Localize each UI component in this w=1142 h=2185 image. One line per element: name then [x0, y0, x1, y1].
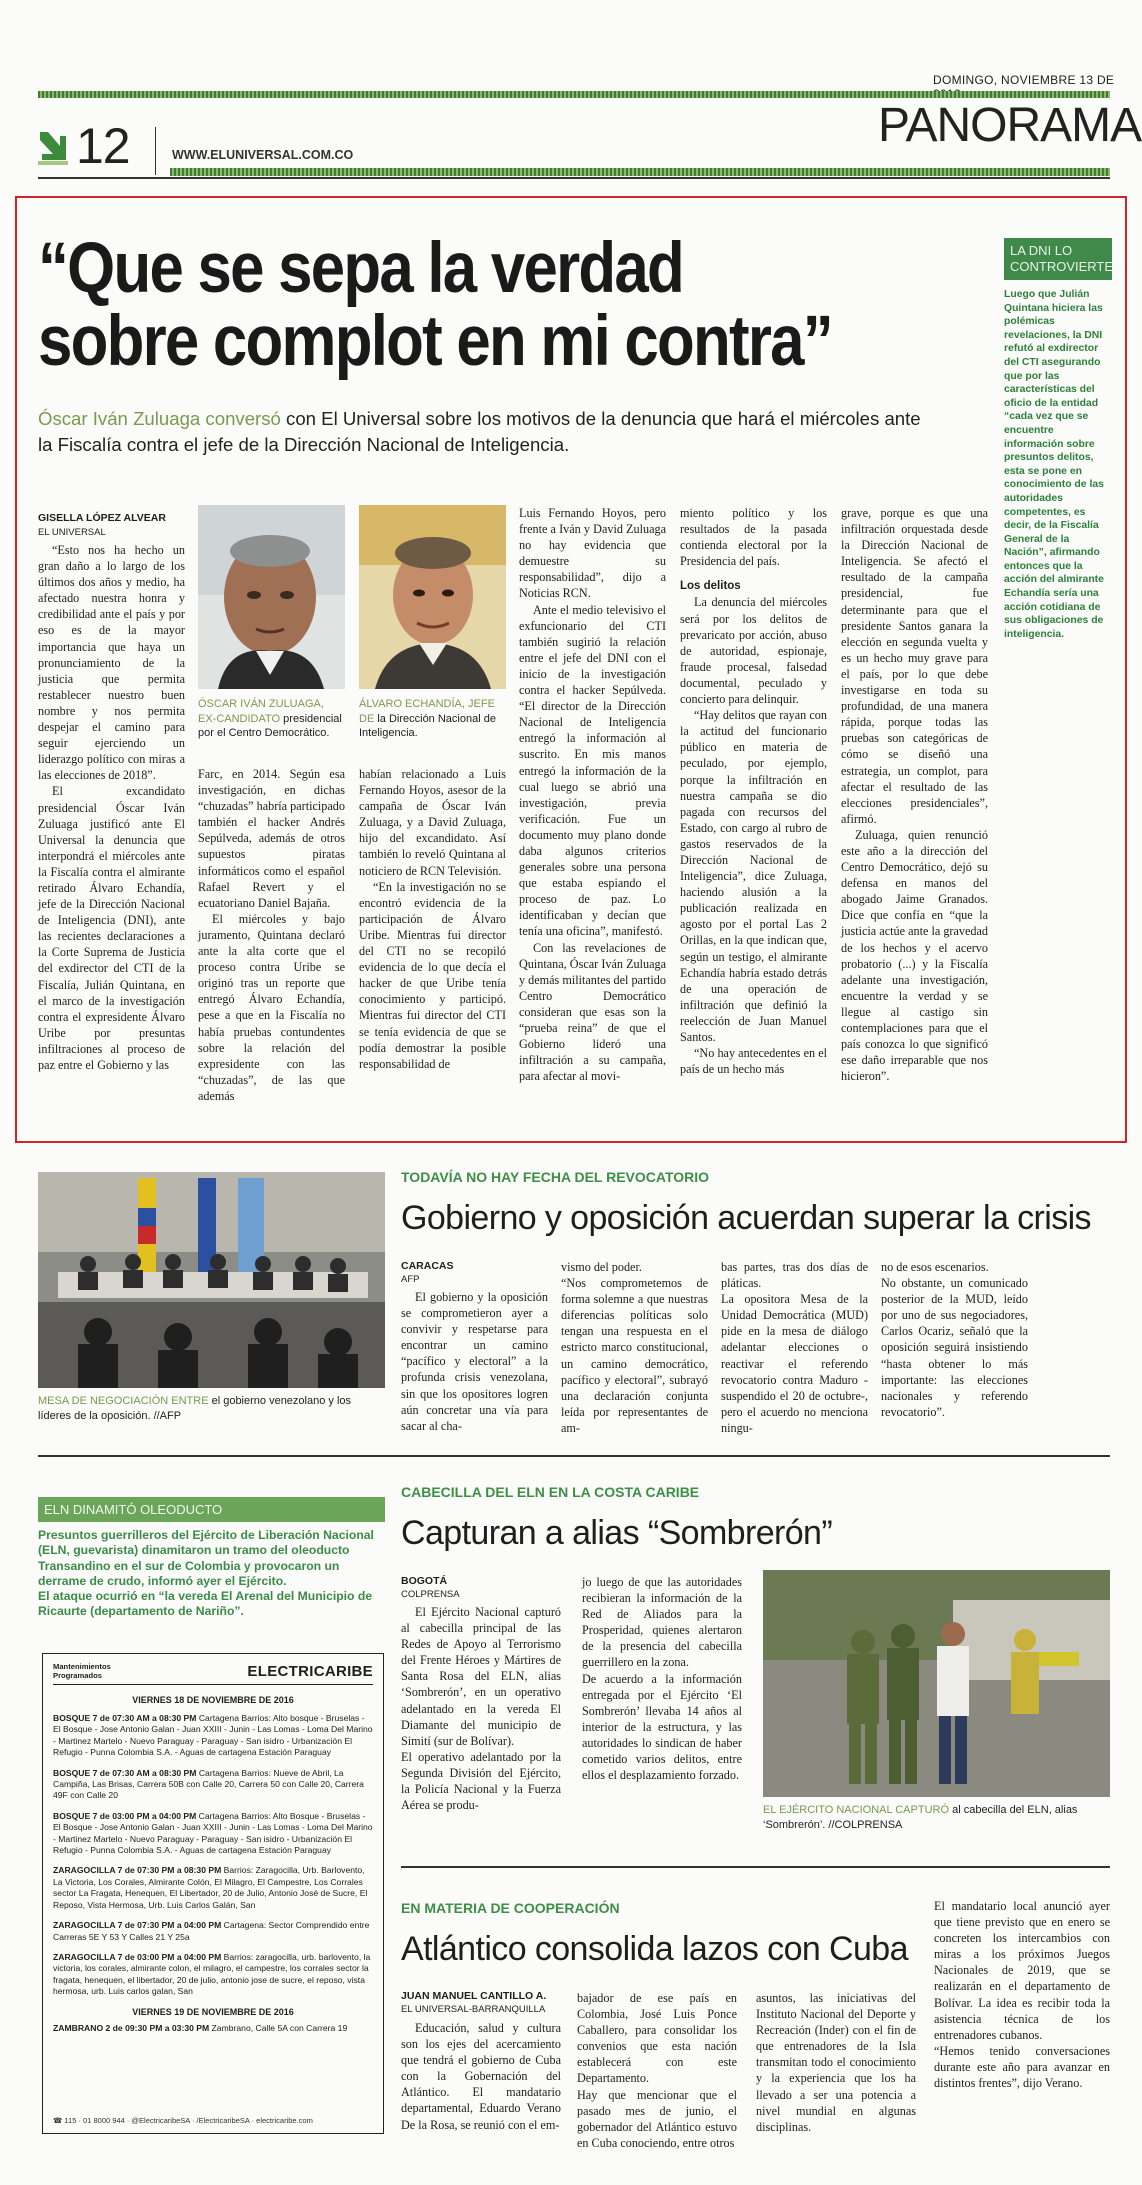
ad-schedule-text: Cartagena Barrios: Alto bosque - Bruselas - El Bosque - Jose Antonio Galan - Juan XXIII - Junin - Las Lomas - Loma Del Marino - Martinez Martelo - Nuevo Paraguay - Paraguay - San isidro - Urbanización El Refugio - Punna Colombia S.A. - Aguas de cartagena Estación Paraguay [53, 1713, 373, 1758]
ad-schedule-item [53, 2023, 373, 2034]
ad-brand: ELECTRICARIBE [247, 1663, 373, 1680]
issue-date: DOMINGO, NOVIEMBRE 13 DE [933, 73, 1115, 87]
header-rule [38, 177, 1110, 179]
main-column-4 [519, 505, 666, 1084]
subhead-delitos: Los delitos [680, 580, 741, 593]
deck-text: con El Universal sobre los motivos de la denuncia que hará el miércoles ante la Fiscalía contra el jefe de la Dirección Nacional de Inteligencia. [38, 408, 921, 455]
ad-schedule-item [53, 1768, 373, 1802]
paragraph: asuntos, las iniciativas del Instituto Nacional del Deporte y Recreación (Inder) con el fin de que entrenadores de la Isla transmitan todo el conocimiento y la experiencia que los ha llevado a ser una potencia a nivel mundial en algunas disciplinas. [756, 1991, 916, 2134]
ad-schedule-heading: BOSQUE 7 de 07:30 AM a 08:30 PM [53, 1713, 197, 1723]
story2-kicker: TODAVÍA NO HAY FECHA DEL REVOCATORIO [401, 1169, 710, 1185]
main-headline [38, 229, 832, 381]
story2-headline: Gobierno y oposición acuerdan superar la crisis [401, 1199, 1091, 1237]
ad-schedule-item [53, 1865, 373, 1911]
paragraph: El miércoles y bajo juramento, Quintana declaró ante la alta corte que el proceso contra Uribe se originó tras un reporte que entregó Álvaro Echandía, pese a que en la Fiscalía no había pruebas contundentes sobre la relación del expresidente con las “chuzadas”, de las que además [198, 911, 345, 1103]
caption-label: EL EJÉRCITO NACIONAL CAPTURÓ [763, 1804, 950, 1816]
ad-schedule-text: Cartagena Barrios: Nueve de Abril, La Campiña, Las Brisas, Carrera 50B con Calle 20, Carrera 50 con Calle 20, Carrera 49F con Calle 20 [53, 1767, 364, 1801]
paragraph: jo luego de que las autoridades recibieran la información de la Red de Aliados para la Prosperidad, quienes alertaron de la presencia del cabecilla guerrillero en la zona. De acuerdo a la información entregada por el Ejército ‘El Sombrerón’ llevaba 14 años al interior de la estructura, y las autoridades lo sindican de haber cometido varios delitos, entre ellos el desplazamiento forzado. [582, 1575, 742, 1783]
ad-tag [53, 1662, 111, 1680]
headline-line-1: “Que se sepa la verdad [38, 229, 683, 308]
page-number: 12 [76, 118, 130, 174]
paragraph: “Hay delitos que rayan con la actitud del funcionario público en materia de peculado, por ejemplo, porque la infiltración en nuestra campaña se dio pagada con recursos del Estado, con cargo al rubro de gastos reservados de la Dirección Nacional de Inteligencia”, dice Zuluaga, haciendo alusión a la publicación realizada en agosto por el portal Las 2 Orillas, en la que indican que, según un testigo, el almirante Echandía habría estado detrás de una operación de infiltración que definió la reelección de Juan Manuel Santos. [680, 708, 827, 1044]
story4-outlet: EL UNIVERSAL-BARRANQUILLA [401, 2004, 546, 2015]
header-band-bottom [170, 168, 1110, 176]
echandia-photo [359, 505, 506, 689]
paragraph: Educación, salud y cultura son los ejes del acercamiento que tendrá el gobierno de Cuba con la Gobernación del Atlántico. El mandatario departamental, Eduardo Verano De la Rosa, se reunió con el em- [401, 2021, 561, 2132]
paragraph: habían relacionado a Luis Fernando Hoyos, asesor de la campaña de Óscar Iván Zuluaga, y a David Zuluaga, hijo del excandidato. Así también lo reveló Quintana al noticiero de RCN Televisión. [359, 767, 506, 878]
paragraph: Luis Fernando Hoyos, pero frente a Iván y David Zuluaga no hay evidencia que demuestre su responsabilidad”, dijo a Noticias RCN. [519, 506, 666, 601]
brief-paragraph: Presuntos guerrilleros del Ejército de Liberación Nacional (ELN, guevarista) dinamitaron un tramo del oleoducto Transandino en el sur de Colombia y provocaron un derrame de crudo, informó ayer el Ejército. [38, 1528, 374, 1588]
author-outlet: EL UNIVERSAL [38, 527, 106, 538]
ad-schedule-item [53, 1811, 373, 1857]
electricaribe-ad [42, 1653, 384, 2134]
caption-text: la Dirección Nacional de Inteligencia. [359, 712, 496, 739]
header-band-top [38, 91, 1110, 98]
story4-column-2 [577, 1990, 737, 2151]
sidebar-text: Luego que Julián Quintana hiciera las polémicas revelaciones, la DNI refutó al exdirector del CTI asegurando que por las características del oficio de la entidad “cada vez que se encuentre información sobre presuntos delitos, esta se pone en conocimiento de las autoridades competentes, es decir, de la Fiscalía General de la Nación”, afirmando entonces que la acción del almirante Echandía sería una acción cotidiana de sus obligaciones de inteligencia. [1004, 289, 1104, 640]
story3-dateline: BOGOTÁ [401, 1575, 448, 1587]
paragraph: El gobierno y la oposición se comprometieron ayer a convivir y respetarse para encontrar un camino “pacífico y electoral” a la profunda crisis venezolana, sin que los opositores logren aún concretar una vía para sacar al cha- [401, 1290, 548, 1433]
echandia-caption [359, 697, 506, 741]
website-link[interactable]: WWW.ELUNIVERSAL.COM.CO [172, 148, 354, 162]
story4-author: JUAN MANUEL CANTILLO A. [401, 1990, 547, 2002]
story2-column-3 [721, 1259, 868, 1436]
ad-tag-line: Mantenimientos [53, 1662, 111, 1671]
ad-day-1: VIERNES 18 DE NOVIEMBRE DE 2016 [132, 1695, 294, 1705]
brief-text [38, 1528, 385, 1620]
paragraph: El Ejército Nacional capturó al cabecilla principal de las Redes de Apoyo al Terrorismo del Frente Héroes y Mártires de Santa Rosa del ELN, alias ‘Sombrerón’, en un operativo adelantado en la vereda El Diamante del municipio de Simití (sur de Bolívar). El operativo adelantado por la Segunda División del Ejército, la Policía Nacional y la Fuerza Aérea se produ- [401, 1605, 561, 1813]
main-column-3 [359, 766, 506, 1072]
story4-kicker: EN MATERIA DE COOPERACIÓN [401, 1900, 620, 1916]
ad-schedule-heading: BOSQUE 7 de 03:00 PM a 04:00 PM [53, 1810, 197, 1821]
caption-label: MESA DE NEGOCIACIÓN ENTRE [38, 1395, 209, 1407]
zuluaga-caption [198, 697, 345, 741]
paragraph: El excandidato presidencial Óscar Iván Zuluaga justificó ante El Universal la denuncia que interpondrá el miércoles ante la Fiscalía contra el almirante retirado Álvaro Echandía, jefe de la Dirección Nacional de Inteligencia (DNI), ante las recientes declaraciones a la Corte Suprema de Justicia del exdirector del CTI de la Fiscalía, Julián Quintana, en el marco de la investigación contra el expresidente Álvaro Uribe por presuntas infiltraciones al proceso de paz entre el Gobierno y las [38, 784, 185, 1072]
ad-schedule-heading: ZARAGOCILLA 7 de 03:00 PM a 04:00 PM [53, 1951, 222, 1962]
main-column-5 [680, 505, 827, 1077]
paragraph: Ante el medio televisivo el exfuncionario del CTI también sugirió la relación entre el jefe del DNI con el inicio de la investigación contra el hacker Sepúlveda. “El director de la Dirección Nacional de Inteligencia entregó la información al suscrito. En mis manos entregó la información de la cual luego se abrió una investigación, previa verificación. Fue un documento muy plano donde daba algunos criterios generales sobre una persona que estaba espiando el proceso de paz. Lo identificaban y decían que tenía una oficina”, manifestó. [519, 602, 666, 939]
deck-highlight: Óscar Iván Zuluaga conversó [38, 408, 281, 429]
ad-schedule-item [53, 1920, 373, 1943]
header-divider [155, 127, 156, 175]
story2-agency: AFP [401, 1274, 420, 1285]
ad-schedule-text: Barrios: Zaragocilla, Urb. Barlovento, La Victoria, Los Corales, Almirante Colón, El Milagro, El Campestre, Los Corrales sector La Fragata, Henequen, El Libertador, 20 de Julio, Antonio José de Sucre, El Reposo, Vista Hermosa, Urb. Luis Carlos Galán, San [53, 1865, 368, 1910]
paragraph: “No hay antecedentes en el país de un hecho más [680, 1046, 827, 1077]
ad-item-list [53, 1713, 373, 1998]
ad-schedule-item [53, 1713, 373, 1759]
story4-column-4 [934, 1898, 1110, 2091]
section-divider-2 [401, 1866, 1110, 1868]
story4-column-3 [756, 1990, 916, 2135]
caption-text: al cabecilla del ELN, alias ‘Sombrerón’. //COLPRENSA [763, 1804, 1078, 1831]
paragraph: El mandatario local anunció ayer que tiene previsto que en enero se concreten los intercambios con miras a los próximos Juegos Nacionales de 2019, que se realizarán en el departamento de Bolívar. La idea es recibir toda la asistencia técnica de los entrenadores cubanos. “Hemos tenido conversaciones durante este año para avanzar en distintos frentes”, dijo Verano. [934, 1899, 1110, 2091]
story4-headline: Atlántico consolida lazos con Cuba [401, 1930, 908, 1968]
story3-agency: COLPRENSA [401, 1589, 460, 1600]
main-column-2 [198, 766, 345, 1104]
story3-kicker: CABECILLA DEL ELN EN LA COSTA CARIBE [401, 1484, 700, 1500]
paragraph: grave, porque es que una infiltración orquestada desde la Dirección Nacional de Inteligencia. Se afectó el resultado de la campaña presidencial, fue determinante para que el presidente Santos ganara la elección en segunda vuelta y es un hecho muy grave para el país, por lo que debe investigarse en toda su profundidad, de una manera rápida, porque todas las pruebas son categóricas de cómo se diseñó una estrategia, un complot, para afectar el resultado de las elecciones presidenciales”, afirmó. [841, 506, 988, 826]
capture-photo [763, 1570, 1110, 1797]
main-deck [38, 406, 938, 458]
capture-caption [763, 1803, 1110, 1832]
headline-line-2: sobre complot en mi contra” [38, 302, 832, 381]
ad-schedule-item [53, 1952, 373, 1998]
paragraph: miento político y los resultados de la pasada contienda electoral por la Presidencia del país. [680, 506, 827, 569]
ad-schedule-heading: BOSQUE 7 de 07:30 AM a 08:30 PM [53, 1767, 197, 1778]
negotiation-caption [38, 1394, 385, 1423]
ad-schedule-text: Barrios: zaragocilla, urb. barlovento, la victoria, los corales, almirante colon, el milagro, el campestre, los corrales sector la fragata, henequen, el libertador, 20 de julio, antonio jose de sucre, el reposo, vista hermosa, urb. Luis carlos galan, San [53, 1951, 371, 1997]
sidebar-title: LA DNI LO CONTROVIERTE [1004, 238, 1112, 280]
paragraph: vismo del poder. “Nos comprometemos de forma solemne a que nuestras diferencias políticas solo tengan una respuesta en el estricto marco constitucional, un camino democrático, pacífico y electoral”, subrayó una declaración conjunta leída por representantes de am- [561, 1260, 708, 1435]
section-divider-1 [38, 1455, 1110, 1457]
main-column-6 [841, 505, 988, 1084]
paragraph: Con las revelaciones de Quintana, Óscar Iván Zuluaga y demás militantes del partido Centro Democrático consideran que esas son la “prueba reina” de que el Gobierno lideró una infiltración a su campaña, para afectar al movi- [519, 940, 666, 1084]
paragraph: no de esos escenarios. No obstante, un comunicado posterior de la MUD, leído por uno de sus negociadores, Carlos Ocariz, señaló que la oposición seguirá insistiendo “hasta obtener lo más importante: las elecciones nacionales y referendo revocatorio”. [881, 1260, 1028, 1419]
ad-schedule-heading: ZARAGOCILLA 7 de 07:30 PM a 08:30 PM [53, 1865, 222, 1876]
ad-schedule-heading: ZAMBRANO 2 de 09:30 PM a 03:30 PM [53, 2022, 210, 2033]
caption-label: ÓSCAR IVÁN ZULUAGA, EX-CANDIDATO [198, 698, 324, 725]
story2-column-1 [401, 1289, 548, 1434]
ad-footer: ☎ 115 · 01 8000 944 · @ElectricaribeSA · /ElectricaribeSA · electricaribe.com [53, 2116, 313, 2125]
paragraph: Farc, en 2014. Según esa investigación, en dichas “chuzadas” habría participado también el hacker Andrés Sepúlveda, además de otros supuestos piratas informáticos como el español Rafael Revert y el ecuatoriano Daniel Bajaña. [198, 767, 345, 910]
story2-dateline: CARACAS [401, 1260, 454, 1272]
paragraph: Zuluaga, quien renunció este año a la dirección del Centro Democrático, dejó su defensa en manos del abogado Jaime Granados. Dice que confía en “que la justicia actúe ante la gravedad de los hechos y el acervo probatorio (...) y la Fiscalía adelante una investigación, encuentre la verdad y se llegue al castigo sin contemplaciones para que el país conozca lo que significó ese daño irreparable que nos hicieron”. [841, 827, 988, 1084]
ad-schedule-text: Cartagena: Sector Comprendido entre Carreras 5E Y 53 Y Calles 21 Y 25a [53, 1920, 370, 1942]
negotiation-photo [38, 1172, 385, 1388]
ad-schedule-heading: ZARAGOCILLA 7 de 07:30 PM a 04:00 PM [53, 1920, 222, 1931]
story3-headline: Capturan a alias “Sombrerón” [401, 1514, 833, 1552]
ad-item-list [53, 2023, 373, 2034]
brief-paragraph: El ataque ocurrió en “la vereda El Arenal del Municipio de Ricaurte (departamento de Nariño”. [38, 1589, 373, 1619]
paragraph: “En la investigación no se encontró evidencia de la participación de Álvaro Uribe. Mientras fui director del CTI no se recopiló evidencia de lo que decía el hacker de que Uribe tenía conocimiento y participó. Mientras fui director del CTI se tenía evidencia de que se podía demostrar la posible responsabilidad de [359, 879, 506, 1071]
caption-text: presidencial por el Centro Democrático. [198, 712, 342, 739]
zuluaga-photo [198, 505, 345, 689]
ad-day-2: VIERNES 19 DE NOVIEMBRE DE 2016 [132, 2006, 294, 2017]
caption-text: el gobierno venezolano y los líderes de la oposición. //AFP [38, 1395, 352, 1422]
ad-schedule-text: Cartagena Barrios: Alto Bosque - Bruselas - El Bosque - Jose Antonio Galan - Juan XXIII - Junin - Las Lomas - Loma Del Marino - Martinez Martelo - Nuevo Paraguay - Paraguay - San isidro - Urbanización El Refugio - Punna Colombia S.A. - Aguas de cartagena Estación Paraguay [53, 1810, 373, 1856]
sidebar-box [1004, 238, 1112, 641]
ad-tag-line: Programados [53, 1671, 102, 1680]
paragraph: “Esto nos ha hecho un gran daño a lo largo de los últimos dos años y medio, ha afectado nuestra honra y credibilidad ante el país y por eso es de la mayor importancia que haya un pronunciamiento de la justicia que permita restablecer nuestro buen nombre y nos permita despejar el camino para seguir ejerciendo un liderazgo político con miras a las elecciones de 2018”. [38, 543, 185, 783]
paragraph: La denuncia del miércoles será por los delitos de prevaricato por acción, abuso de autoridad, espionaje, fraude procesal, falsedad documental, peculado y concierto para delinquir. [680, 595, 827, 707]
caption-label: ÁLVARO ECHANDÍA, JEFE DE [359, 698, 495, 725]
main-column-1 [38, 542, 185, 1073]
author-name: GISELLA LÓPEZ ALVEAR [38, 512, 166, 524]
story3-column-2 [582, 1574, 742, 1783]
story3-column-1 [401, 1604, 561, 1813]
paragraph: bajador de ese país en Colombia, José Luis Ponce Caballero, para consolidar los convenios que esta nación establecerá con este Departamento. Hay que mencionar que el pasado mes de junio, el gobernador del Atlántico estuvo en Cuba conociendo, entre otros [577, 1991, 737, 2150]
arrow-logo-icon [38, 128, 68, 166]
ad-schedule-text: Zambrano, Calle 5A con Carrera 19 [209, 2022, 348, 2033]
story2-column-2 [561, 1259, 708, 1436]
paragraph: bas partes, tras dos días de pláticas. La opositora Mesa de la Unidad Democrática (MUD) pide en la mesa de diálogo adelantar elecciones o reactivar el referendo revocatorio contra Maduro -suspendido el 20 de octubre-, pero el acuerdo no menciona ningu- [721, 1260, 868, 1435]
brief-title: ELN DINAMITÓ OLEODUCTO [38, 1497, 385, 1522]
section-title: PANORAMA [878, 99, 1142, 152]
story2-column-4 [881, 1259, 1028, 1420]
story4-column-1 [401, 2020, 561, 2133]
